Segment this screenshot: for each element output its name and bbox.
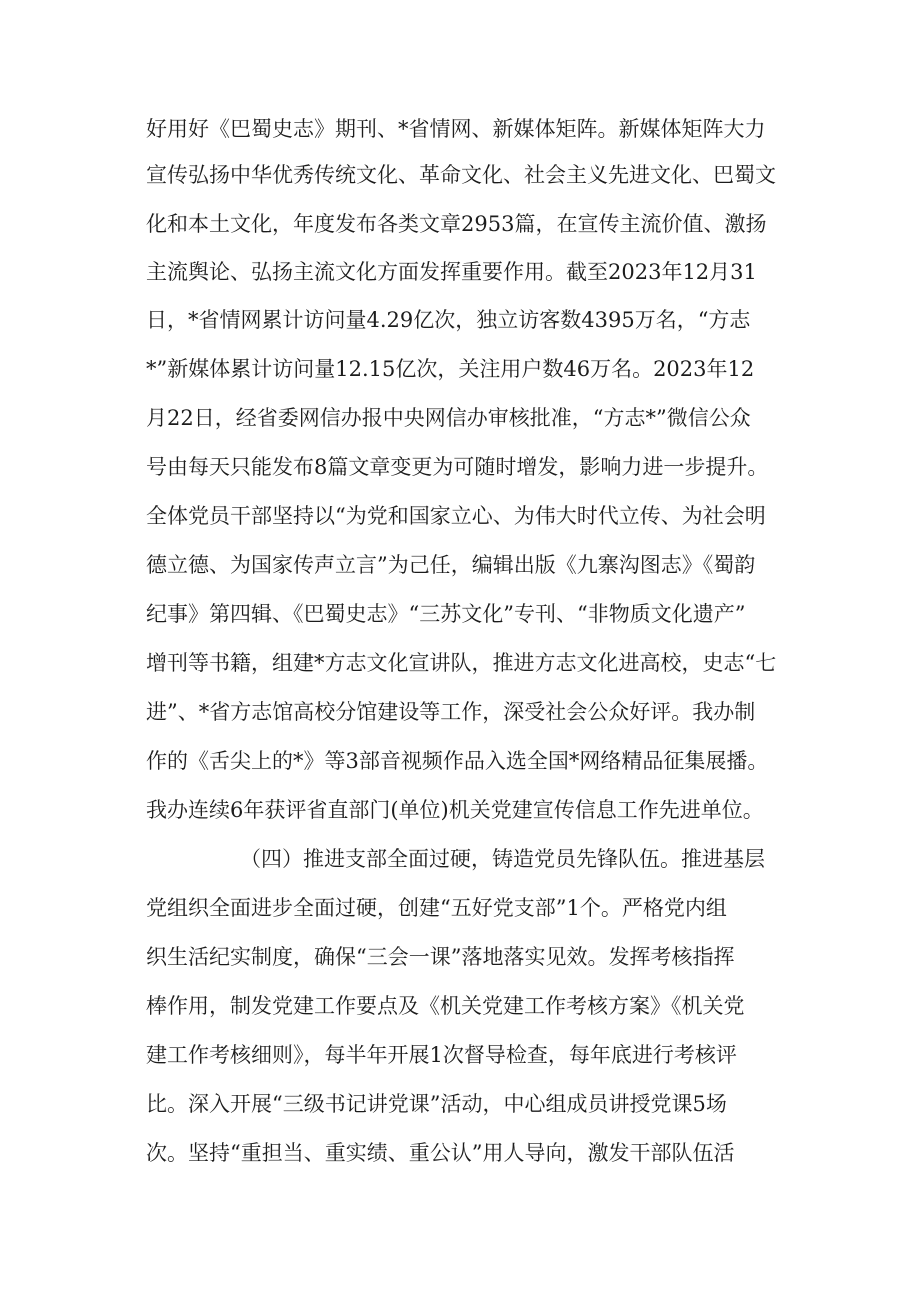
text-line: 进”、*省方志馆高校分馆建设等工作，深受社会公众好评。我办制 [146, 700, 756, 724]
text-line: 好用好《巴蜀史志》期刊、*省情网、新媒体矩阵。新媒体矩阵大力 [146, 117, 766, 141]
text-line: 我办连续6年获评省直部门(单位)机关党建宣传信息工作先进单位。 [146, 798, 764, 822]
text-line: 化和本土文化，年度发布各类文章2953篇，在宣传主流价值、激扬 [146, 212, 767, 236]
text-line: 增刊等书籍，组建*方志文化宣讲队，推进方志文化进高校，史志“七 [146, 651, 777, 675]
text-line: 号由每天只能发布8篇文章变更为可随时增发，影响力进一步提升。 [146, 455, 769, 479]
text-line: 月22日，经省委网信办报中央网信办审核批准，“方志*”微信公众 [146, 406, 751, 430]
text-line: 党组织全面进步全面过硬，创建“五好党支部”1个。严格党内组 [146, 896, 727, 920]
text-line: 日，*省情网累计访问量4.29亿次，独立访客数4395万名，“方志 [146, 308, 751, 332]
text-line: 作的《舌尖上的*》等3部音视频作品入选全国*网络精品征集展播。 [146, 749, 769, 773]
text-line: 德立德、为国家传声立言”为己任，编辑出版《九寨沟图志》《蜀韵 [146, 553, 756, 577]
text-line: 纪事》第四辑、《巴蜀史志》“三苏文化”专刊、“非物质文化遗产” [146, 602, 746, 626]
section-heading-line: （四）推进支部全面过硬，铸造党员先锋队伍。推进基层 [240, 847, 765, 871]
text-line: 建工作考核细则》，每半年开展1次督导检查，每年底进行考核评 [146, 1043, 737, 1067]
text-line: *”新媒体累计访问量12.15亿次，关注用户数46万名。2023年12 [146, 357, 755, 381]
text-line: 次。坚持“重担当、重实绩、重公认”用人导向，激发干部队伍活 [146, 1141, 735, 1165]
text-line: 比。深入开展“三级书记讲党课”活动，中心组成员讲授党课5场 [146, 1092, 727, 1116]
text-line: 宣传弘扬中华优秀传统文化、革命文化、社会主义先进文化、巴蜀文 [146, 163, 776, 187]
text-line: 棒作用，制发党建工作要点及《机关党建工作考核方案》《机关党 [146, 994, 745, 1018]
text-line: 全体党员干部坚持以“为党和国家立心、为伟大时代立传、为社会明 [146, 504, 766, 528]
text-line: 主流舆论、弘扬主流文化方面发挥重要作用。截至2023年12月31 [146, 260, 757, 284]
text-line: 织生活纪实制度，确保“三会一课”落地落实见效。发挥考核指挥 [146, 945, 735, 969]
